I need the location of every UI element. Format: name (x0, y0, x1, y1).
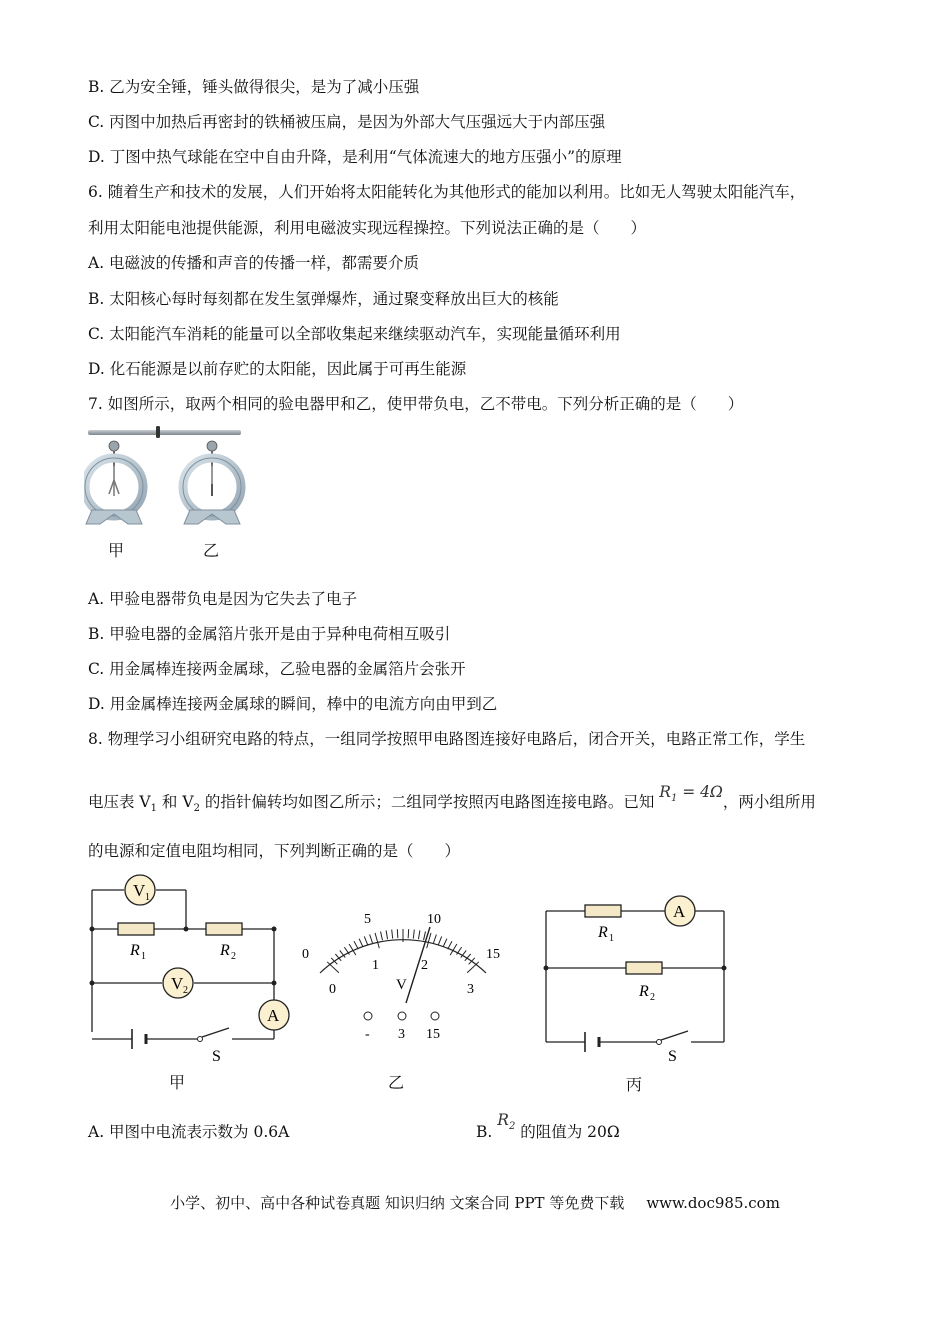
tick-top-0: 0 (302, 947, 309, 962)
r2-symbol: $R_2$ (497, 1111, 516, 1133)
electroscope-yi (183, 441, 241, 524)
q6-stem-line2: 利用太阳能电池提供能源，利用电磁波实现远程操控。下列说法正确的是（ ） (88, 219, 647, 237)
q7-option-c: C. 用金属棒连接两金属球，乙验电器的金属箔片会张开 (88, 660, 466, 678)
terminal-3: 3 (398, 1027, 405, 1042)
svg-text:A: A (673, 902, 686, 921)
footer-site: www.doc985.com (646, 1194, 780, 1212)
svg-text:1: 1 (141, 951, 146, 962)
dial-tick (413, 930, 414, 939)
svg-text:1: 1 (145, 892, 150, 903)
tick-top-10: 10 (427, 912, 441, 927)
tick-bottom-1: 1 (372, 958, 379, 973)
dial-tick (386, 930, 387, 939)
tick-bottom-2: 2 (421, 958, 428, 973)
dial-tick (433, 935, 436, 944)
footer-text: 小学、初中、高中各种试卷真题 知识归纳 文案合同 PPT 等免费下载 (170, 1194, 625, 1212)
q5-option-c: C. 丙图中加热后再密封的铁桶被压扁，是因为外部大气压强远大于内部压强 (88, 113, 606, 131)
metal-rod (88, 430, 241, 435)
dial-tick (364, 936, 367, 944)
svg-text:V: V (133, 881, 146, 900)
circuit-jia (84, 870, 294, 1070)
voltmeter-dial (298, 905, 508, 1045)
tick-bottom-3: 3 (467, 982, 474, 997)
q6-option-d: D. 化石能源是以前存贮的太阳能，因此属于可再生能源 (88, 360, 467, 378)
svg-text:V: V (171, 974, 184, 993)
dial-tick (424, 931, 426, 940)
electroscope-jia (85, 441, 143, 524)
svg-text:R: R (220, 942, 230, 959)
svg-text:2: 2 (183, 985, 188, 996)
q6-option-a: A. 电磁波的传播和声音的传播一样，都需要介质 (88, 254, 420, 272)
dial-tick (418, 930, 419, 939)
dial-tick (375, 933, 379, 948)
circuit-bing (538, 895, 738, 1075)
svg-text:A: A (267, 1006, 280, 1025)
terminal-15: 15 (426, 1027, 440, 1042)
svg-text:2: 2 (650, 992, 655, 1003)
electroscope-jia-label: 甲 (108, 541, 125, 560)
q7-option-d: D. 用金属棒连接两金属球的瞬间，棒中的电流方向由甲到乙 (88, 695, 498, 713)
r1-equation: $R_1 = 4\Omega$ (659, 783, 723, 805)
dial-tick (381, 931, 383, 940)
circuit-bing-caption: 丙 (626, 1075, 643, 1094)
svg-text:R: R (598, 924, 608, 941)
q6-stem-line1: 6. 随着生产和技术的发展，人们开始将太阳能转化为其他形式的能加以利用。比如无人驾驶太阳能汽车， (88, 183, 806, 201)
svg-text:S: S (668, 1048, 677, 1065)
q8-option-b: B. $R_2$ 的阻值为 20Ω (476, 1111, 620, 1141)
dial-tick (359, 939, 363, 947)
electroscope-yi-label: 乙 (203, 541, 220, 560)
terminal-neg: - (365, 1027, 370, 1042)
svg-text:1: 1 (609, 933, 614, 944)
q7-option-a: A. 甲验电器带负电是因为它失去了电子 (88, 590, 358, 608)
svg-text:2: 2 (231, 951, 236, 962)
q8-stem-line3: 的电源和定值电阻均相同，下列判断正确的是（ ） (88, 842, 461, 860)
q6-option-c: C. 太阳能汽车消耗的能量可以全部收集起来继续驱动汽车，实现能量循环利用 (88, 325, 621, 343)
svg-text:S: S (212, 1048, 221, 1065)
dial-tick (443, 939, 447, 947)
tick-top-15: 15 (486, 947, 500, 962)
q8-option-a: A. 甲图中电流表示数为 0.6A (88, 1123, 290, 1141)
circuit-jia-caption: 甲 (169, 1073, 186, 1092)
tick-bottom-0: 0 (329, 982, 336, 997)
dial-tick (370, 935, 373, 944)
q6-option-b: B. 太阳核心每时每刻都在发生氢弹爆炸，通过聚变释放出巨大的核能 (88, 290, 559, 308)
q8-stem-line1: 8. 物理学习小组研究电路的特点，一组同学按照甲电路图连接好电路后，闭合开关，电路正常工作，学生 (88, 730, 806, 748)
tick-top-5: 5 (364, 912, 371, 927)
q5-option-b: B. 乙为安全锤，锤头做得很尖，是为了减小压强 (88, 78, 420, 96)
meter-caption: 乙 (388, 1073, 405, 1092)
svg-text:R: R (130, 942, 140, 959)
svg-text:R: R (639, 983, 649, 1000)
footer (0, 1192, 950, 1213)
q5-option-d: D. 丁图中热气球能在空中自由升降，是利用“气体流速大的地方压强小”的原理 (88, 148, 622, 166)
q8-stem-line2: 电压表 $V_1$ 和 $V_2$ 的指针偏转均如图乙所示；二组同学按照丙电路图连接电路。已知 $R_1 = 4\Omega$，两小组所用 (88, 783, 816, 815)
unit-label: V (396, 977, 407, 993)
q7-stem: 7. 如图所示，取两个相同的验电器甲和乙，使甲带负电，乙不带电。下列分析正确的是（ ） (88, 395, 744, 413)
q7-option-b: B. 甲验电器的金属箔片张开是由于异种电荷相互吸引 (88, 625, 451, 643)
dial-tick (392, 930, 393, 939)
dial-tick (438, 936, 441, 944)
